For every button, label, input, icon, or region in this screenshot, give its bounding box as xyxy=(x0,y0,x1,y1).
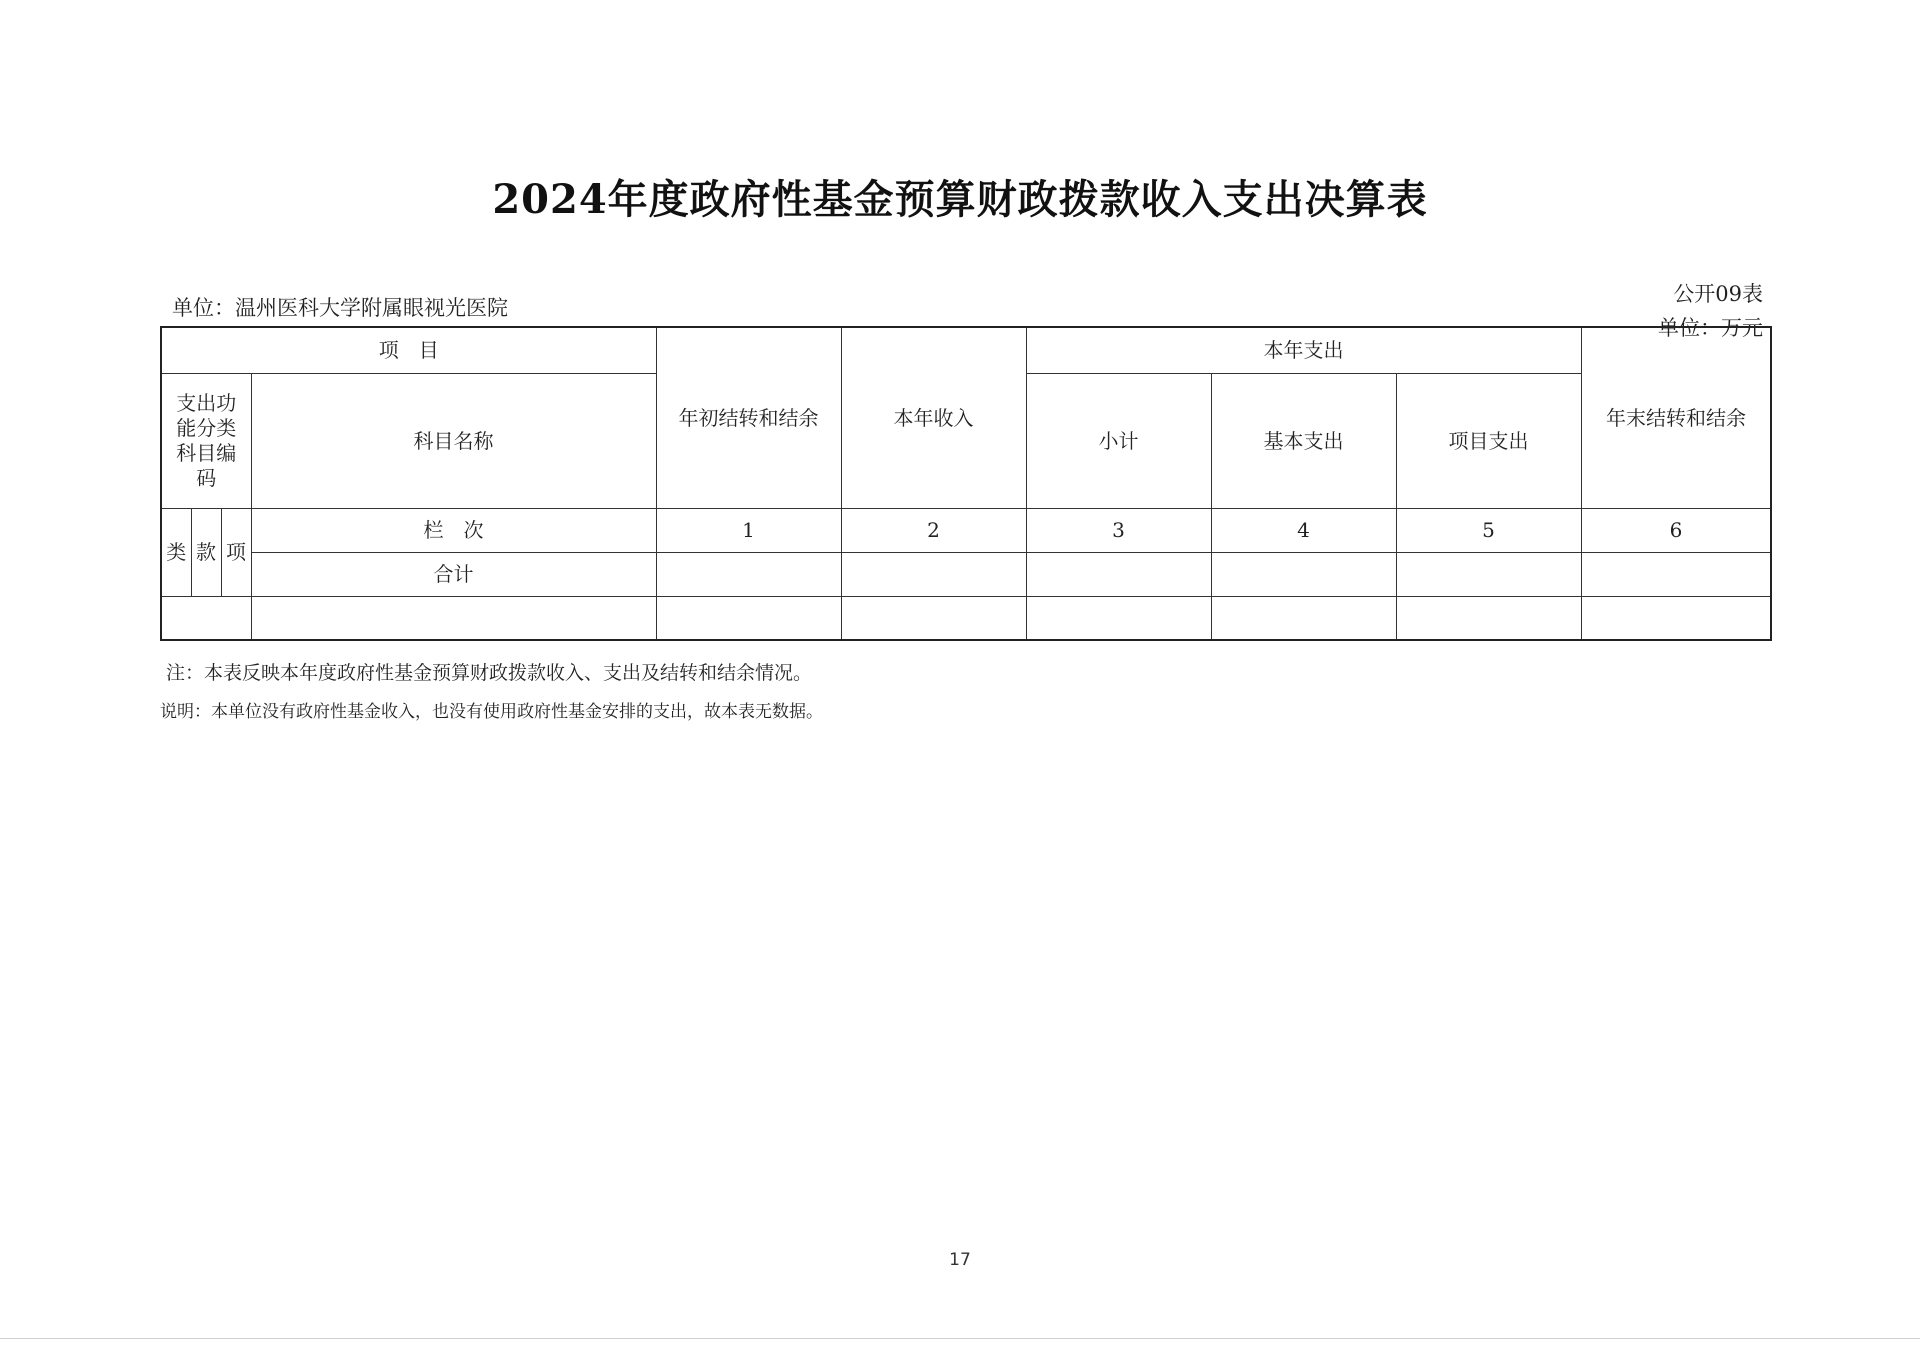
empty-code-cell xyxy=(161,596,251,640)
budget-table xyxy=(160,326,1772,641)
current-expenditure-header: 本年支出 xyxy=(1026,327,1581,373)
column-number: 3 xyxy=(1026,508,1211,552)
column-number-row xyxy=(161,508,1771,552)
header-row-1 xyxy=(161,327,1771,373)
beginning-balance-header: 年初结转和结余 xyxy=(656,327,841,508)
page-number: 17 xyxy=(949,1250,971,1270)
column-number: 1 xyxy=(656,508,841,552)
table-note: 注：本表反映本年度政府性基金预算财政拨款收入、支出及结转和结余情况。 xyxy=(166,662,813,684)
current-income-header: 本年收入 xyxy=(841,327,1026,508)
subject-name-header: 科目名称 xyxy=(251,373,656,508)
empty-data-row xyxy=(161,596,1771,640)
empty-cell xyxy=(251,596,656,640)
reporting-unit: 单位：温州医科大学附属眼视光医院 xyxy=(172,296,508,320)
total-cell xyxy=(656,552,841,596)
total-cell xyxy=(1396,552,1581,596)
column-number: 6 xyxy=(1581,508,1771,552)
empty-cell xyxy=(1026,596,1211,640)
empty-cell xyxy=(1396,596,1581,640)
project-expenditure-header: 项目支出 xyxy=(1396,373,1581,508)
column-number: 4 xyxy=(1211,508,1396,552)
total-row xyxy=(161,552,1771,596)
total-label: 合计 xyxy=(251,552,656,596)
column-number: 2 xyxy=(841,508,1026,552)
basic-expenditure-header: 基本支出 xyxy=(1211,373,1396,508)
category-header: 类 xyxy=(161,508,191,596)
empty-cell xyxy=(1211,596,1396,640)
footer-divider xyxy=(0,1338,1920,1339)
total-cell xyxy=(841,552,1026,596)
total-cell xyxy=(1211,552,1396,596)
currency-unit: 单位：万元 xyxy=(1658,316,1763,340)
form-number: 公开09表 xyxy=(1673,282,1763,306)
project-header: 项 目 xyxy=(161,327,656,373)
item-header: 项 xyxy=(221,508,251,596)
empty-cell xyxy=(1581,596,1771,640)
section-header: 款 xyxy=(191,508,221,596)
table-explanation: 说明：本单位没有政府性基金收入，也没有使用政府性基金安排的支出，故本表无数据。 xyxy=(160,702,823,722)
function-code-header: 支出功能分类科目编码 xyxy=(161,373,251,508)
column-number: 5 xyxy=(1396,508,1581,552)
column-row-label: 栏 次 xyxy=(251,508,656,552)
subtotal-header: 小计 xyxy=(1026,373,1211,508)
empty-cell xyxy=(656,596,841,640)
total-cell xyxy=(1026,552,1211,596)
total-cell xyxy=(1581,552,1771,596)
page-title: 2024年度政府性基金预算财政拨款收入支出决算表 xyxy=(492,176,1428,223)
empty-cell xyxy=(841,596,1026,640)
ending-balance-header: 年末结转和结余 xyxy=(1581,327,1771,508)
